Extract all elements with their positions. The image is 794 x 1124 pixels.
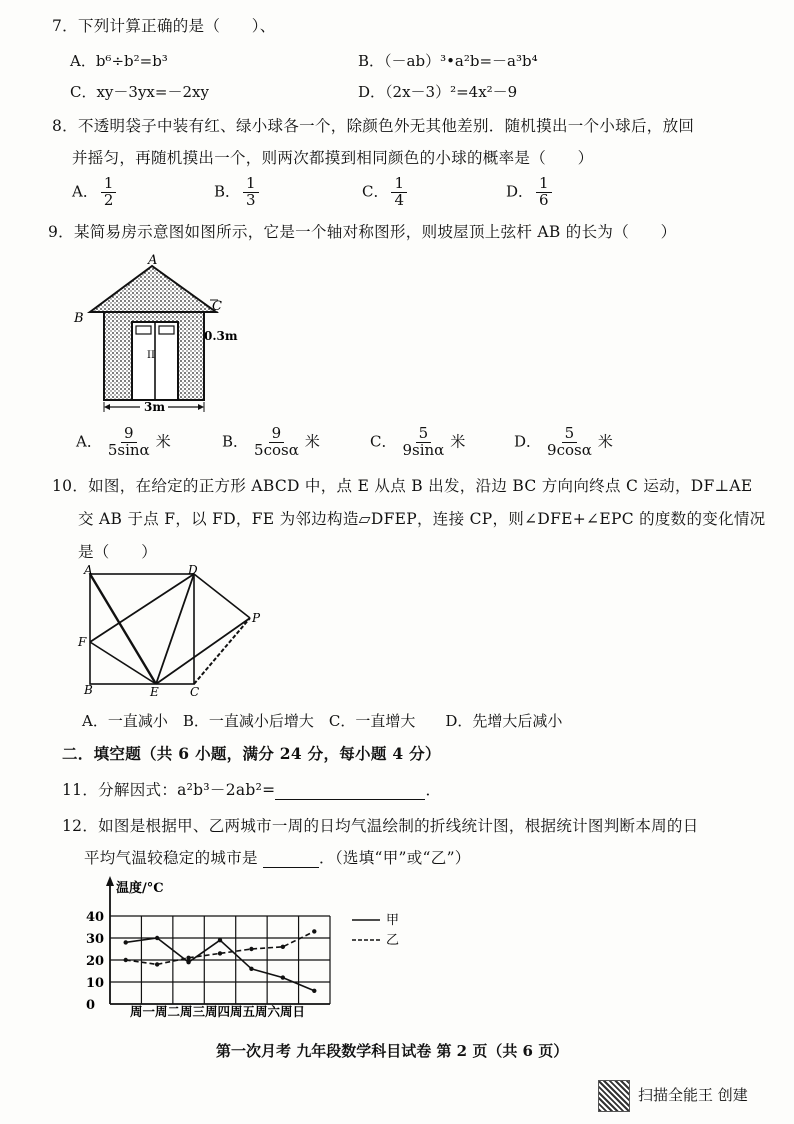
series-point-1: [312, 929, 316, 933]
label-B: B: [74, 311, 84, 326]
q7-option-c: C．xy－3yx=－2xy: [70, 83, 209, 101]
series-point-1: [281, 945, 285, 949]
series-point-1: [155, 962, 159, 966]
q7-stem: 7．下列计算正确的是（ ）、: [52, 17, 276, 35]
q10-stem-line2: 交 AB 于点 F，以 FD，FE 为邻边构造▱DFEP，连接 CP，则∠DFE+∠EPC 的度数的变化情况: [78, 510, 766, 528]
y-tick-labels: [86, 910, 104, 1013]
x-tick-labels: 周一周二周三周四周五周六周日: [130, 1004, 306, 1019]
q10-options: A．一直减小 B．一直减小后增大 C．一直增大 D．先增大后减小: [82, 712, 563, 730]
label-B: B: [84, 683, 93, 697]
scanner-watermark: 扫描全能王 创建: [638, 1086, 748, 1104]
series-point-1: [218, 951, 222, 955]
series-point-0: [186, 960, 190, 964]
y-tick-label: 10: [86, 976, 105, 991]
q11-stem: 11．分解因式：a²b³－2ab²= ．: [62, 781, 442, 799]
series-point-1: [249, 947, 253, 951]
camscanner-logo: [598, 1080, 630, 1112]
q12-answer-blank: [263, 867, 319, 868]
q12-stem-line1: 12．如图是根据甲、乙两城市一周的日均气温绘制的折线统计图，根据统计图判断本周的日: [62, 817, 699, 835]
label-A: A: [84, 563, 93, 577]
q11-answer-blank: [275, 799, 425, 800]
series-lines: [124, 929, 317, 993]
q8-option-b: B． $\frac{1}{3}$: [214, 176, 262, 209]
q10-stem-line1: 10．如图，在给定的正方形 ABCD 中，点 E 从点 B 出发，沿边 BC 方向向终点 C 运动，DF⊥AE: [52, 477, 753, 495]
roof: [90, 266, 216, 312]
series-point-0: [281, 975, 285, 979]
q9-option-c: C． $\frac{5}{9\sin\alpha}$ 米: [370, 424, 466, 459]
y-tick-label: 20: [86, 954, 105, 969]
label-D: D: [188, 563, 198, 577]
legend-label-jia: 甲: [386, 913, 400, 928]
series-point-0: [312, 989, 316, 993]
q9-option-b: B． $\frac{9}{5\cos\alpha}$ 米: [222, 424, 320, 459]
label-C: C: [212, 299, 222, 314]
chart-grid: [110, 916, 330, 1004]
label-C: C: [190, 685, 200, 699]
q7-option-a: A．b⁶÷b²=b³: [70, 52, 168, 70]
q7-option-d: D．（2x－3）²=4x²－9: [358, 83, 518, 101]
q8-option-d: D． $\frac{1}{6}$: [506, 176, 555, 209]
y-axis-label: 温度/°C: [116, 881, 164, 896]
y-axis-arrow: [106, 876, 114, 886]
door-label: II: [147, 350, 155, 361]
label-E: E: [150, 685, 159, 699]
q8-stem-line2: 并摇匀，再随机摸出一个，则两次都摸到相同颜色的小球的概率是（ ）: [72, 149, 594, 167]
series-point-1: [124, 958, 128, 962]
page-footer: 第一次月考 九年段数学科目试卷 第 2 页（共 6 页）: [216, 1042, 569, 1060]
label-F: F: [78, 635, 87, 649]
temperature-line-chart: [80, 874, 420, 1024]
q8-option-c: C． $\frac{1}{4}$: [362, 176, 410, 209]
label-A: A: [148, 253, 158, 268]
q12-stem-line2: 平均气温较稳定的城市是 ．（选填“甲”或“乙”）: [84, 849, 471, 867]
series-point-0: [249, 967, 253, 971]
q9-option-d: D． $\frac{5}{9\cos\alpha}$ 米: [514, 424, 613, 459]
section-2-heading: 二．填空题（共 6 小题，满分 24 分，每小题 4 分）: [62, 744, 441, 763]
q9-stem: 9．某简易房示意图如图所示，它是一个轴对称图形，则坡屋顶上弦杆 AB 的长为（ ）: [48, 223, 677, 241]
label-P: P: [252, 611, 261, 625]
series-point-1: [186, 956, 190, 960]
y-tick-label: 30: [86, 932, 105, 947]
y-tick-label: 40: [86, 910, 105, 925]
q10-stem-line3: 是（ ）: [78, 543, 158, 561]
q8-stem-line1: 8．不透明袋子中装有红、绿小球各一个，除颜色外无其他差别．随机摸出一个小球后，放回: [52, 117, 695, 135]
series-point-0: [124, 940, 128, 944]
q9-option-a: A． $\frac{9}{5\sin\alpha}$ 米: [76, 424, 171, 459]
square-diagram: [74, 562, 274, 702]
q7-option-b: B．（－ab）³•a²b=－a³b⁴: [358, 52, 538, 70]
y-tick-label: 0: [86, 998, 96, 1013]
label-height: 0.3m: [204, 329, 238, 343]
series-point-0: [155, 936, 159, 940]
q8-option-a: A． $\frac{1}{2}$: [72, 176, 119, 209]
house-diagram: [68, 252, 248, 417]
legend-label-yi: 乙: [386, 933, 400, 948]
series-point-0: [218, 938, 222, 942]
label-width: 3m: [144, 400, 166, 414]
